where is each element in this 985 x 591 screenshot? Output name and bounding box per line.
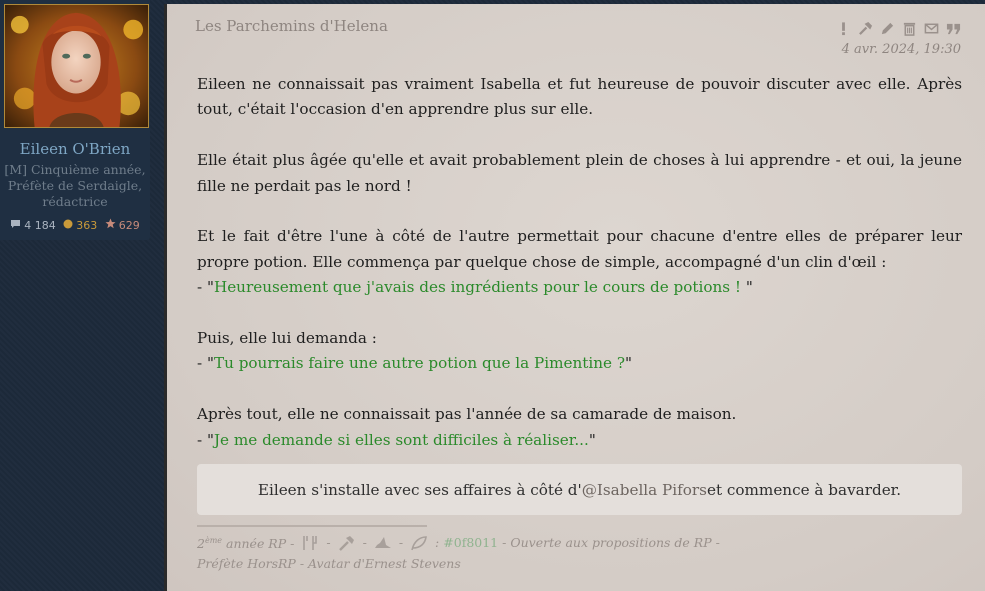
dialogue-speech: Heureusement que j'avais des ingrédients pour le cours de potions ! xyxy=(213,278,741,297)
signature-year: 2ème année RP - xyxy=(197,536,295,552)
mail-icon[interactable] xyxy=(923,20,939,36)
dialogue-speech: Je me demande si elles sont difficiles à réaliser... xyxy=(213,430,589,449)
post-title[interactable]: Les Parchemins d'Helena xyxy=(195,17,388,35)
coin-icon xyxy=(63,219,73,232)
dialogue-prefix: - " xyxy=(197,354,214,373)
speech-bubble-icon xyxy=(10,219,21,232)
coin-count xyxy=(63,219,97,232)
message-count xyxy=(10,219,56,232)
paragraph: Après tout, elle ne connaissait pas l'année de sa camarade de maison. xyxy=(197,405,737,424)
dialogue-suffix: " xyxy=(624,354,632,373)
roleplay-action-box xyxy=(197,464,962,515)
signature-separator: - xyxy=(398,534,404,550)
forum-post xyxy=(164,4,985,591)
edit-icon[interactable] xyxy=(879,20,895,36)
hammer-icon[interactable] xyxy=(857,20,873,36)
star-count xyxy=(105,218,140,232)
paragraph: Puis, elle lui demanda : xyxy=(197,329,377,348)
rank-line: Préfète de Serdaigle, xyxy=(7,178,143,193)
message-count-value: 4 184 xyxy=(24,219,56,232)
post-date: 4 avr. 2024, 19:30 xyxy=(841,42,961,57)
delete-icon[interactable] xyxy=(901,20,917,36)
user-stats xyxy=(0,218,150,232)
star-icon xyxy=(105,218,116,232)
user-mention[interactable]: @Isabella Pifors xyxy=(581,480,707,499)
signature-status: - Ouverte aux propositions de RP - xyxy=(502,534,720,550)
dialogue-prefix: - " xyxy=(197,278,214,297)
paragraph: Et le fait d'être l'une à côté de l'autre permettait pour chacune d'entre elles de préparer leur propre potion. Elle commença par quelque chose de simple, accompagné d'un clin d'œil : xyxy=(197,227,962,271)
signature-divider xyxy=(197,525,427,527)
post-actions xyxy=(835,20,961,36)
avatar[interactable] xyxy=(4,4,149,128)
hammer-icon xyxy=(335,535,359,551)
user-profile xyxy=(0,0,150,240)
signature-color-code: #0f8011 xyxy=(443,534,499,550)
signature-separator: - xyxy=(362,534,367,550)
dialogue-line xyxy=(197,275,962,300)
dialogue-speech: Tu pourrais faire une autre potion que la Pimentine ? xyxy=(213,354,625,373)
action-text: et commence à bavarder. xyxy=(706,480,902,499)
paragraph: Eileen ne connaissait pas vraiment Isabella et fut heureuse de pouvoir discuter avec elle. Après tout, c'était l'occasion d'en apprendre plus sur elle. xyxy=(197,75,962,119)
leaf-icon xyxy=(407,535,431,551)
dialogue-line xyxy=(197,351,962,376)
signature xyxy=(197,525,962,574)
signature-line: Préfète HorsRP - Avatar d'Ernest Stevens xyxy=(197,556,461,572)
signature-colon: : xyxy=(435,534,440,550)
user-rank xyxy=(0,162,150,210)
star-count-value: 629 xyxy=(118,218,140,232)
action-text: Eileen s'installe avec ses affaires à côté d' xyxy=(257,480,582,499)
dialogue-suffix: " xyxy=(588,430,596,449)
dialogue-line xyxy=(197,428,962,453)
rank-line: rédactrice xyxy=(42,194,108,209)
signature-separator: - xyxy=(326,534,331,550)
quote-icon[interactable] xyxy=(945,20,961,36)
avatar-image xyxy=(5,5,148,127)
paragraph: Elle était plus âgée qu'elle et avait probablement plein de choses à lui apprendre - et oui, la jeune fille ne perdait pas le nord ! xyxy=(197,151,962,195)
username[interactable]: Eileen O'Brien xyxy=(19,140,131,158)
dialogue-prefix: - " xyxy=(197,430,214,449)
rank-line: [M] Cinquième année, xyxy=(4,162,146,177)
dialogue-suffix: " xyxy=(741,278,753,297)
post-content xyxy=(197,72,962,453)
report-icon[interactable] xyxy=(835,20,851,36)
fork-knife-icon xyxy=(298,535,322,551)
hat-icon xyxy=(371,535,395,551)
coin-count-value: 363 xyxy=(76,219,98,232)
